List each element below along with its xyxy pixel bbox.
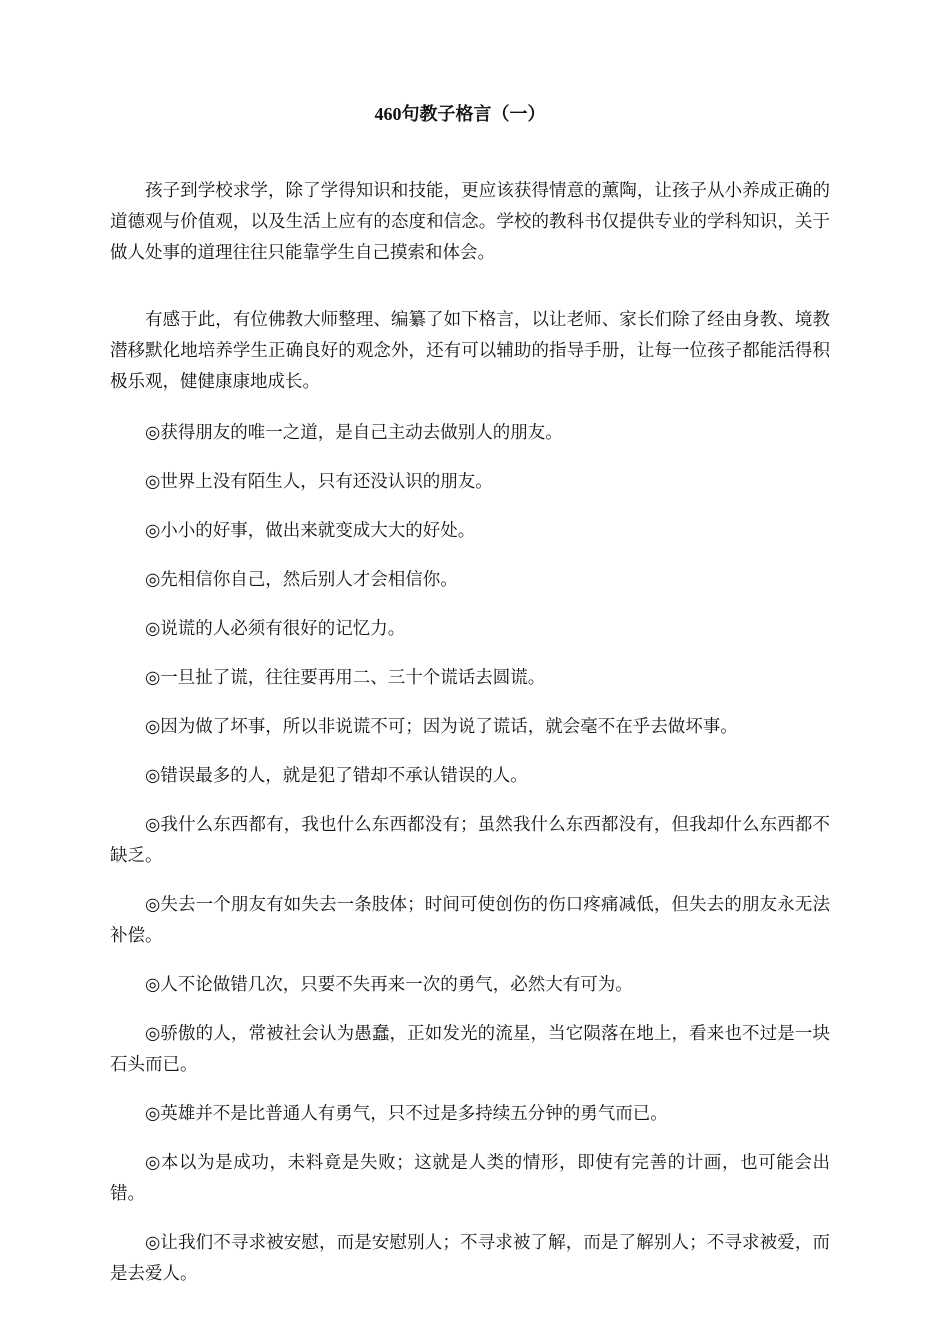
quote-item: ◎获得朋友的唯一之道，是自己主动去做别人的朋友。 [145,423,563,443]
quote-item: ◎因为做了坏事，所以非说谎不可；因为说了谎话，就会毫不在乎去做坏事。 [145,717,738,737]
quote-item: ◎本以为是成功，未料竟是失败；这就是人类的情形，即使有完善的计画，也可能会出错。 [110,1153,830,1204]
quote-item: ◎失去一个朋友有如失去一条肢体；时间可使创伤的伤口疼痛减低，但失去的朋友永无法补偿。 [110,895,830,946]
quote-item: ◎说谎的人必须有很好的记忆力。 [145,619,406,639]
quote-item: ◎英雄并不是比普通人有勇气，只不过是多持续五分钟的勇气而已。 [145,1104,668,1124]
intro-paragraph: 有感于此，有位佛教大师整理、编纂了如下格言，以让老师、家长们除了经由身教、境教潜移默化地培养学生正确良好的观念外，还有可以辅助的指导手册，让每一位孩子都能活得积极乐观，健健康康地成长。 [110,310,830,392]
quote-item: ◎我什么东西都有，我也什么东西都没有；虽然我什么东西都没有，但我却什么东西都不缺乏。 [110,815,830,866]
quote-item: ◎一旦扯了谎，往往要再用二、三十个谎话去圆谎。 [145,668,546,688]
quote-item: ◎世界上没有陌生人，只有还没认识的朋友。 [145,472,493,492]
document-title [110,100,830,126]
quote-item: ◎人不论做错几次，只要不失再来一次的勇气，必然大有可为。 [145,975,633,995]
quote-item: ◎骄傲的人，常被社会认为愚蠢，正如发光的流星，当它陨落在地上，看来也不过是一块石头而已。 [110,1024,830,1075]
title-number: 460 [374,104,402,124]
quote-item: ◎错误最多的人，就是犯了错却不承认错误的人。 [145,766,528,786]
document-page [110,100,830,1308]
intro-paragraph: 孩子到学校求学，除了学得知识和技能，更应该获得情意的薰陶，让孩子从小养成正确的道德观与价值观，以及生活上应有的态度和信念。学校的教科书仅提供专业的学科知识，关于做人处事的道理往往只能靠学生自己摸索和体会。 [110,181,830,263]
quote-list [110,418,830,1290]
quote-item: ◎小小的好事，做出来就变成大大的好处。 [145,521,476,541]
quote-item: ◎让我们不寻求被安慰，而是安慰别人；不寻求被了解，而是了解别人；不寻求被爱，而是去爱人。 [110,1233,830,1284]
title-text: 句教子格言（一） [401,104,546,125]
quote-item: ◎先相信你自己，然后别人才会相信你。 [145,570,458,590]
